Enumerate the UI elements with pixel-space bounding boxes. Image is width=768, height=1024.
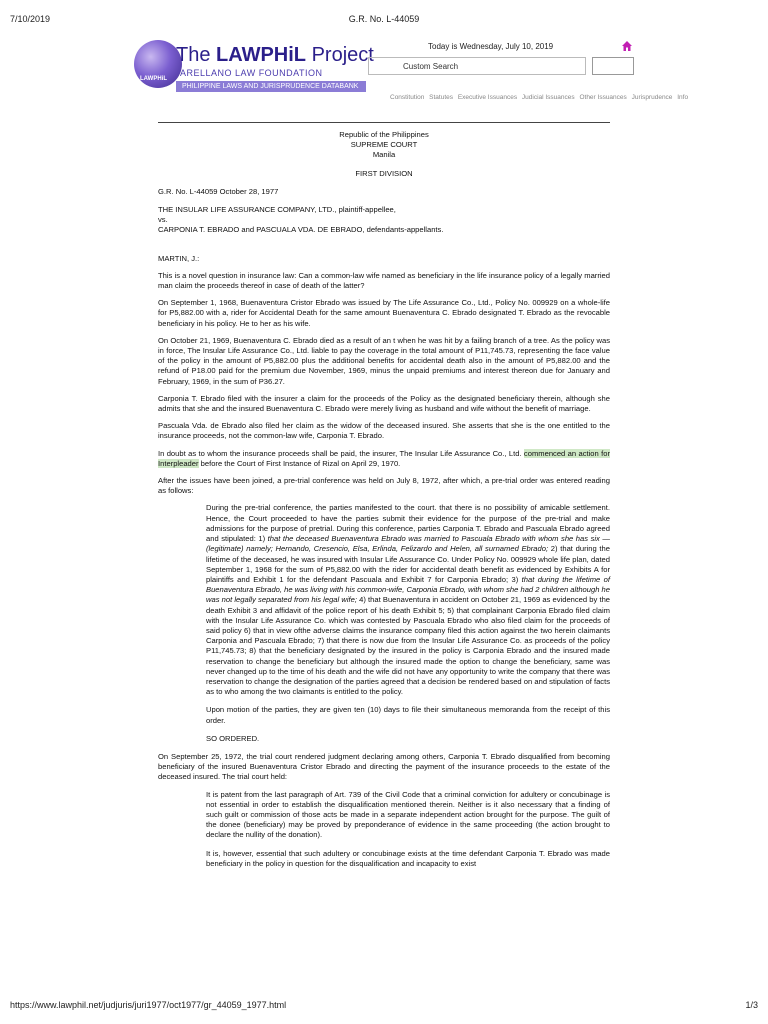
versus: vs. xyxy=(158,215,168,225)
quote-italic: that during the lifetime of Buenaventura Ebrado, he was living with his common-wife, Carponia Ebrado, with whom she had 2 children although he was not legally separated from his legal wife; xyxy=(206,574,610,605)
nav-constitution[interactable]: Constitution xyxy=(390,94,425,101)
site-title-brand: LAWPHiL xyxy=(216,44,307,66)
nav-judicial-issuances[interactable]: Judicial Issuances xyxy=(521,94,575,101)
print-url[interactable]: https://www.lawphil.net/judjuris/juri1977/oct1977/gr_44059_1977.html xyxy=(10,1000,287,1010)
home-icon[interactable] xyxy=(621,40,633,52)
court-header-line: Manila xyxy=(372,150,396,160)
quote-italic: that the deceased Buenaventura Ebrado was married to Pascuala Ebrado with whom she has six — (legitimate) namely; Hernando, Cresencio, Elsa, Erlinda, Felizardo and Helen, all surnamed Ebrado; xyxy=(206,534,610,554)
party-plaintiff: THE INSULAR LIFE ASSURANCE COMPANY, LTD., plaintiff-appellee, xyxy=(158,205,396,215)
nav-statutes[interactable]: Statutes xyxy=(429,94,453,101)
page-count: 1/3 xyxy=(745,1000,758,1010)
paragraph: On September 25, 1972, the trial court rendered judgment declaring among others, Carponia T. Ebrado disqualified from becoming beneficiary of the insured Buenaventura Cristor Ebrado and directing the payment of the insurance proceeds to the estate of the deceased insured. The trial court held: xyxy=(158,751,610,782)
block-quote: It is patent from the last paragraph of Art. 739 of the Civil Code that a criminal conviction for adultery or concubinage is not essential in order to establish the disqualification mentioned therein. Neither is it also necessary that a finding of such guilt or commission of those acts be made in a separate independent action brought for the purpose. The guilt of the donee (beneficiary) may be proved by preponderance of evidence in the same proceeding (the action brought to declare the nullity of the donation). xyxy=(206,789,610,840)
decision-document xyxy=(158,130,610,877)
print-footer xyxy=(10,1000,758,1014)
block-quote: It is, however, essential that such adultery or concubinage exists at the time defendant Carponia T. Ebrado was made beneficiary in the policy in question for the disqualification and incapacity to exist xyxy=(206,848,610,868)
header-divider xyxy=(158,122,610,123)
site-foundation: ARELLANO LAW FOUNDATION xyxy=(180,68,323,78)
nav-jurisprudence[interactable]: Jurisprudence xyxy=(631,94,673,101)
search-button[interactable] xyxy=(592,57,634,75)
paragraph: Carponia T. Ebrado filed with the insurer a claim for the proceeds of the Policy as the designated beneficiary therein, although she admits that she and the insured Buenaventura C. Ebrado were merely living as husband and wife without the benefit of marriage. xyxy=(158,393,610,414)
party-defendants: CARPONIA T. EBRADO and PASCUALA VDA. DE EBRADO, defendants-appellants. xyxy=(158,225,444,235)
paragraph: Pascuala Vda. de Ebrado also filed her claim as the widow of the deceased insured. She asserts that she is the one entitled to the insurance proceeds, not the common-law wife, Carponia T. Ebrado. xyxy=(158,421,610,441)
paragraph: On September 1, 1968, Buenaventura Cristor Ebrado was issued by The Life Assurance Co., Ltd., Policy No. 009929 on a whole-life for P5,882.00 with a, rider for Accidental Death for the same amount Buenaventura C. Ebrado designated T. Ebrado as the revocable beneficiary in his policy. He to her as his wife. xyxy=(158,298,610,328)
block-quote: SO ORDERED. xyxy=(206,733,260,743)
print-title: G.R. No. L-44059 xyxy=(348,14,420,24)
quote-text: 2) that during the lifetime of the deceased, he was insured with Insular Life Assurance Co. Under Policy No. 009929 whole life plan, dated September 1, 1968 for the sum of P5,882.00 with the rider for accidental death benefit as evidenced by Exhibits A for plaintiffs and Exhibit 1 for the defendant Pascuala and Exhibit 7 for Carponia Ebrado; 3) xyxy=(206,544,610,584)
division: FIRST DIVISION xyxy=(355,168,413,178)
site-nav xyxy=(390,94,691,101)
quote-text: During the pre-trial conference, the parties manifested to the court. that there is no possibility of amicable settlement. Hence, the Court proceeded to have the parties submit their evidence for the purpose of the pre-trial and make admissions for the purpose of pretrial. During this conference, parties Carponia T. Ebrado and Pascuala Ebrado agreed and stipulated: 1) xyxy=(206,503,610,544)
block-quote: Upon motion of the parties, they are given ten (10) days to file their simultaneous memoranda from the receipt of this order. xyxy=(206,705,610,725)
nav-other-issuances[interactable]: Other Issuances xyxy=(579,94,627,101)
print-date: 7/10/2019 xyxy=(10,14,51,24)
search-input[interactable]: Custom Search xyxy=(368,57,586,75)
quote-text: 4) that Buenaventura in accident on October 21, 1969 as evidenced by the death Exhibit 3 and affidavit of the police report of his death Exhibit 5; 5) that complainant Carponia Ebrado filed claim with the Insular Life Assurance Co. which was contested by Pascuala Ebrado who also filed claim for the proceeds of said policy 6) that in view ofthe adverse claims the insurance company filed this action against the two herein claimants Carponia and Pascuala Ebrado; 7) that there is now due from the Insular Life Assurance Co. as proceeds of the policy P11,745.73; 8) that the beneficiary designated by the insured in the policy is Carponia Ebrado and the insured made reservation to change the beneficiary but although the insured made the option to change the beneficiary, same was never changed up to the time of his death and the wife did not have any opportunity to write the company that there was reservation to change the designation of the parties agreed that a decision be rendered based on and stipulation of facts as to who among the two claimants is entitled to the policy. xyxy=(206,595,611,697)
site-title xyxy=(176,44,374,67)
site-title-prefix: The xyxy=(176,44,217,66)
site-band: PHILIPPINE LAWS AND JURISPRUDENCE DATABANK xyxy=(176,81,366,92)
print-header xyxy=(10,14,758,28)
paragraph: On October 21, 1969, Buenaventura C. Ebrado died as a result of an t when he was hit by a failing branch of a tree. As the policy was in force, The Insular Life Assurance Co., Ltd. liable to pay the coverage in the total amount of P11,745.73, representing the face value of the policy in the amount of P5,882.00 plus the additional benefits for accidental death also in the amount of P5,882.00 and the refund of P18.00 paid for the premium due November, 1969, minus the unpaid premiums and interest thereon due for January and February, 1969, in the sum of P36.27. xyxy=(158,335,610,386)
paragraph-text: before the Court of First Instance of Rizal on April 29, 1970. xyxy=(198,458,401,468)
nav-info[interactable]: Info xyxy=(677,94,689,101)
nav-executive-issuances[interactable]: Executive Issuances xyxy=(457,94,518,101)
site-logo[interactable] xyxy=(134,40,374,98)
site-title-suffix: Project xyxy=(306,44,374,66)
court-header xyxy=(158,130,610,161)
paragraph-text: In doubt as to whom the insurance proceeds shall be paid, the insurer, The Insular Life Assurance Co., Ltd. xyxy=(158,448,524,458)
logo-emblem-label: LAWPHiL xyxy=(140,76,167,82)
paragraph xyxy=(158,449,610,469)
ponente: MARTIN, J.: xyxy=(158,253,200,263)
block-quote xyxy=(206,503,610,697)
paragraph: After the issues have been joined, a pre-trial conference was held on July 8, 1972, after which, a pre-trial order was entered reading as follows: xyxy=(158,476,610,496)
court-header-line: Republic of the Philippines xyxy=(339,130,429,139)
paragraph: This is a novel question in insurance law: Can a common-law wife named as beneficiary in the life insurance policy of a legally married man claim the proceeds thereof in case of death of the latter? xyxy=(158,270,610,291)
today-date: Today is Wednesday, July 10, 2019 xyxy=(428,42,554,51)
highlighted-text[interactable]: commenced an action for Interpleader xyxy=(158,448,610,468)
case-number: G.R. No. L-44059 October 28, 1977 xyxy=(158,186,279,196)
court-header-line: SUPREME COURT xyxy=(350,140,418,150)
